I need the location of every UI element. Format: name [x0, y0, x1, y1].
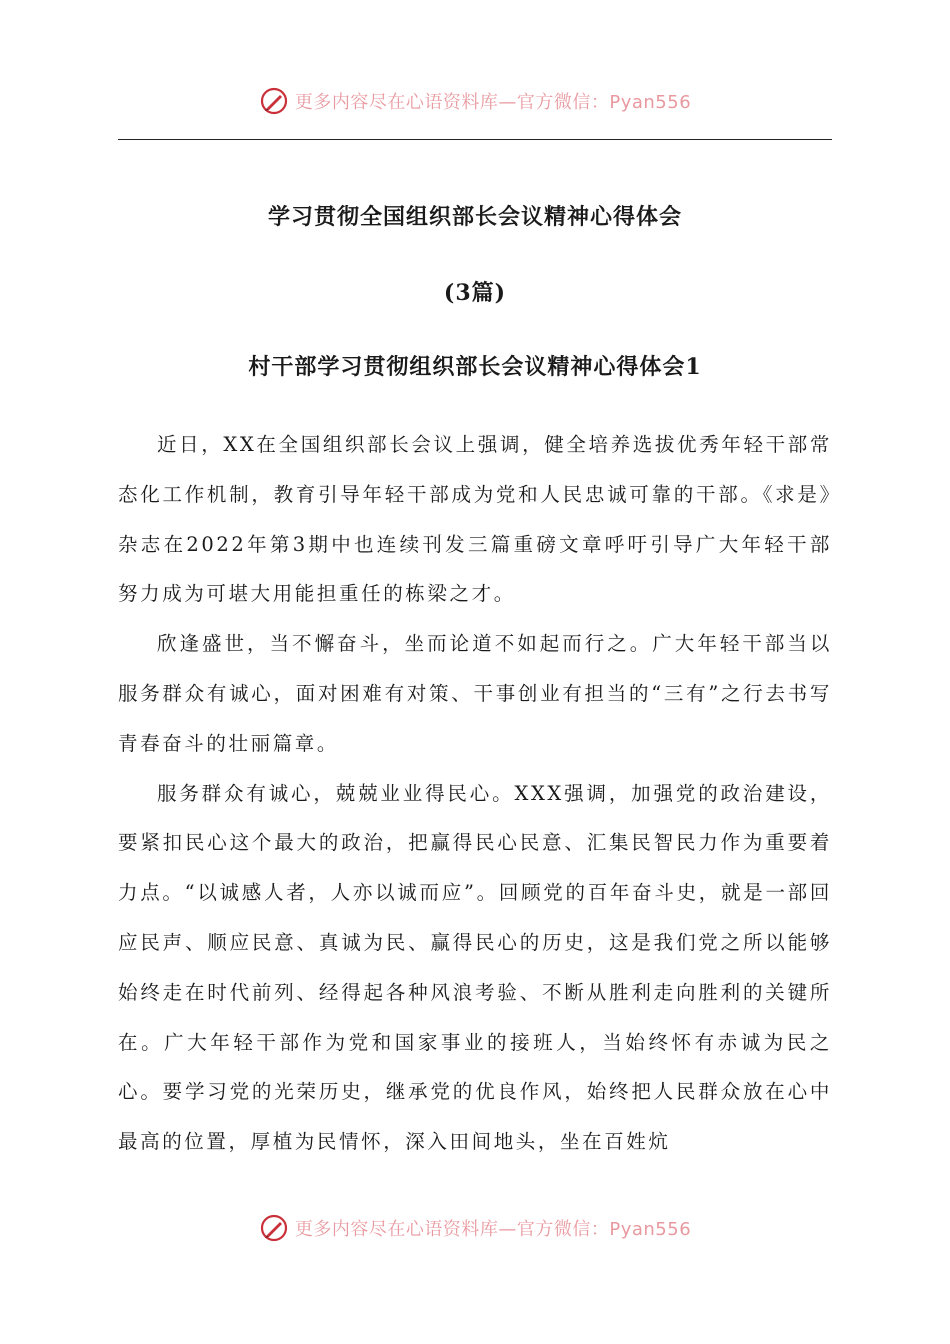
paragraph: 欣逢盛世，当不懈奋斗，坐而论道不如起而行之。广大年轻干部当以服务群众有诚心，面对困难有对策、干事创业有担当的“三有”之行去书写青春奋斗的壮丽篇章。 [118, 632, 832, 755]
watermark-text: 更多内容尽在心语资料库—官方微信：Pyan556 [294, 92, 692, 113]
body-text [118, 420, 832, 1167]
section-title: 村干部学习贯彻组织部长会议精神心得体会1 [248, 354, 702, 380]
paragraph: 服务群众有诚心，兢兢业业得民心。XXX强调，加强党的政治建设，要紧扣民心这个最大的政治，把赢得民心民意、汇集民智民力作为重要着力点。“以诚感人者，人亦以诚而应”。回顾党的百年奋斗史，就是一部回应民声、顺应民意、真诚为民、赢得民心的历史，这是我们党之所以能够始终走在时代前列、经得起各种风浪考验、不断从胜利走向胜利的关键所在。广大年轻干部作为党和国家事业的接班人，当始终怀有赤诚为民之心。要学习党的光荣历史，继承党的优良作风，始终把人民群众放在心中最高的位置，厚植为民情怀，深入田间地头，坐在百姓炕 [118, 781, 832, 1154]
document-subtitle: (3篇) [443, 280, 507, 306]
pen-circle-logo-icon [259, 1213, 289, 1243]
header-divider [118, 139, 832, 140]
watermark-text: 更多内容尽在心语资料库—官方微信：Pyan556 [294, 1219, 692, 1240]
header-watermark [0, 86, 950, 116]
footer-watermark [0, 1213, 950, 1243]
paragraph: 近日，XX在全国组织部长会议上强调，健全培养选拔优秀年轻干部常态化工作机制，教育引导年轻干部成为党和人民忠诚可靠的干部。《求是》杂志在2022年第3期中也连续刊发三篇重磅文章呼吁引导广大年轻干部努力成为可堪大用能担重任的栋梁之才。 [118, 433, 832, 606]
document-title: 学习贯彻全国组织部长会议精神心得体会 [267, 204, 682, 230]
pen-circle-logo-icon [259, 86, 289, 116]
